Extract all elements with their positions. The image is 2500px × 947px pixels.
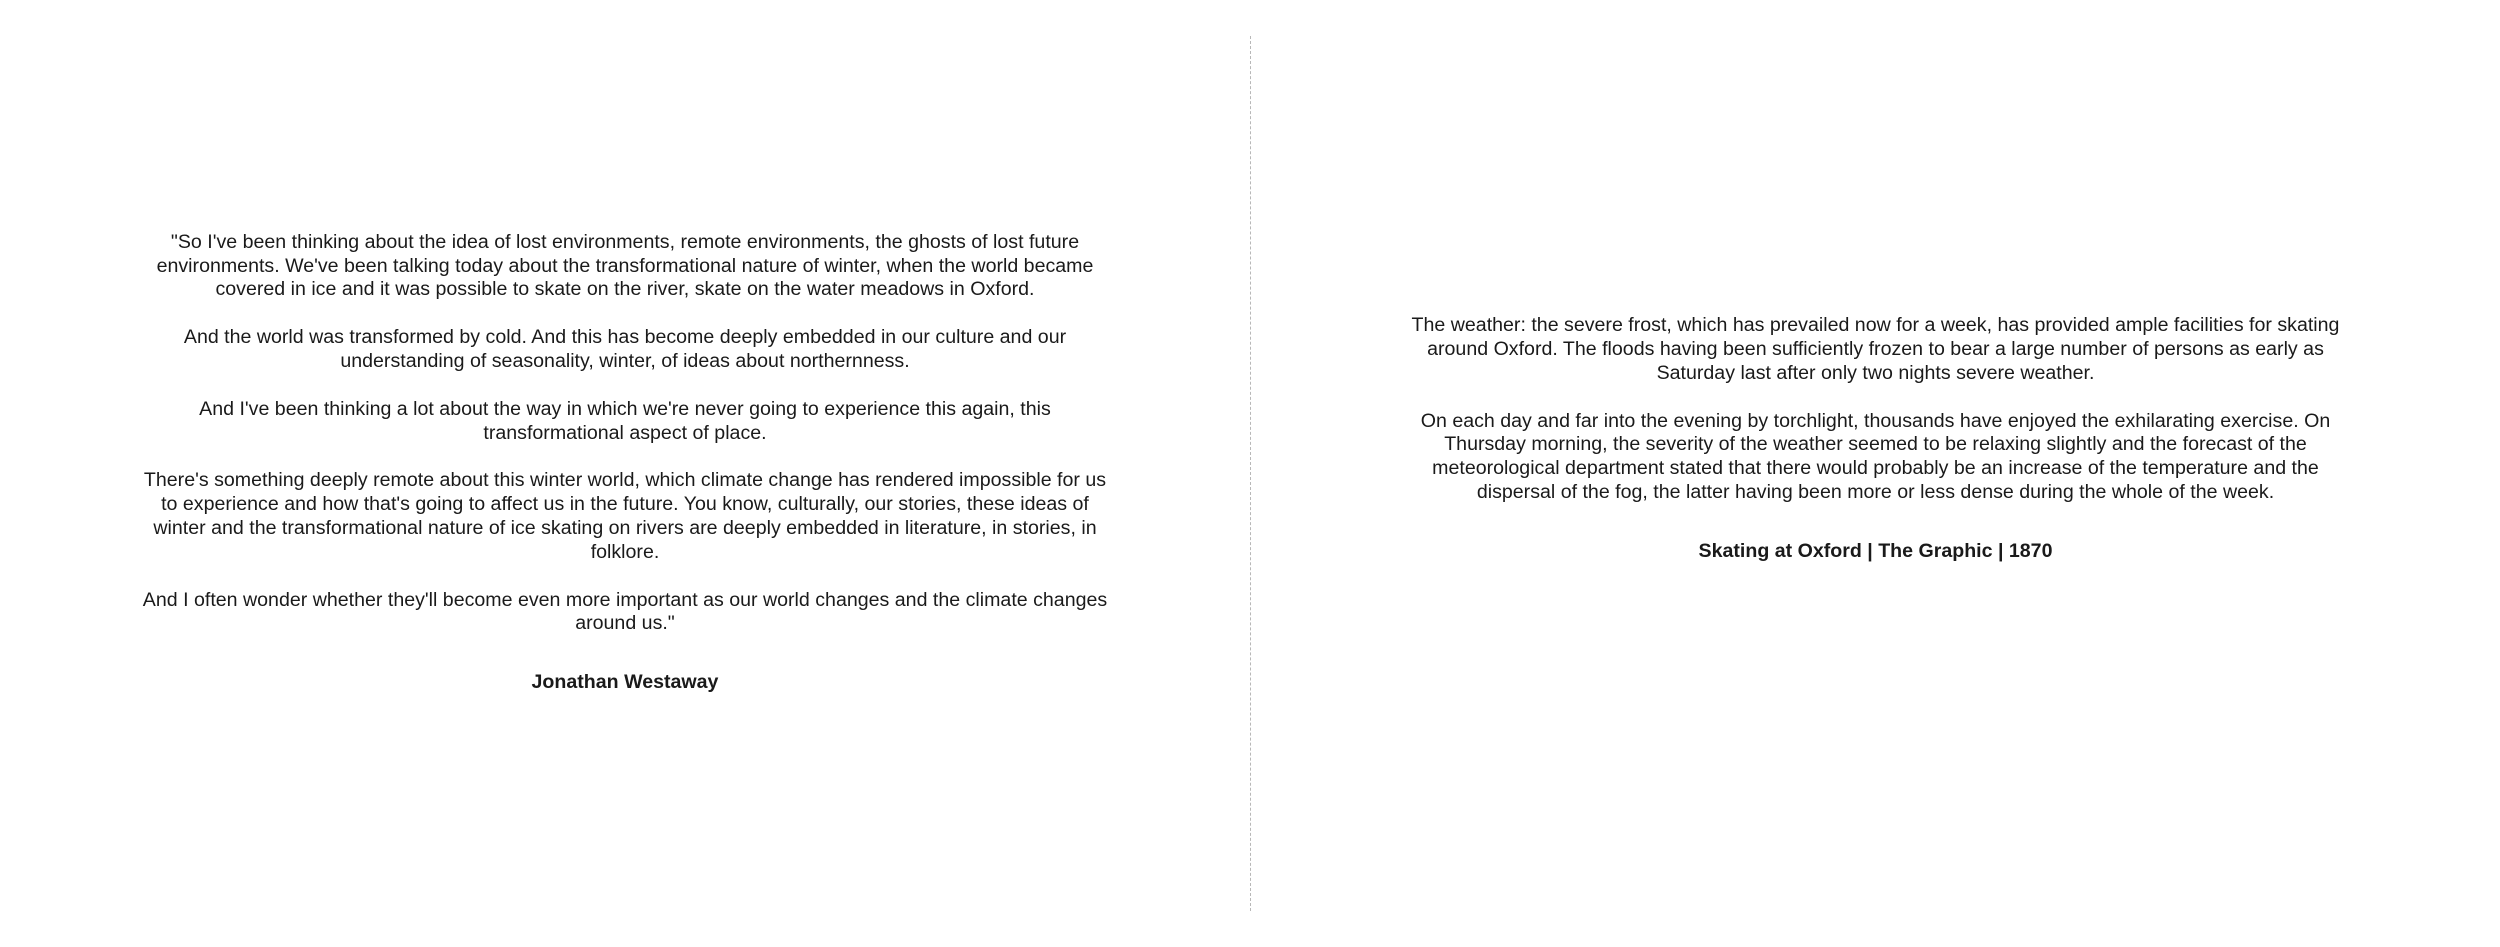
quote-paragraph-4: There's something deeply remote about this winter world, which climate change has rendered impossible for us to experience and how that's going to affect us in the future. You know, culturally, our stories, these ideas of winter and the transformational nature of ice skating on rivers are deeply embedded in literature, in stories, in folklore. (143, 469, 1107, 563)
quote-paragraph-5: And I often wonder whether they'll become even more important as our world changes and the climate changes around us." (142, 588, 1108, 635)
article-paragraph-2: On each day and far into the evening by torchlight, thousands have enjoyed the exhilarating exercise. On Thursday morning, the severity of the weather seemed to be relaxing slightly and the forecast of the meteorological department stated that there would probably be an increase of the temperature and the dispersal of the fog, the latter having been more or less dense during the whole of the week. (1420, 409, 2331, 503)
article-paragraph-1: The weather: the severe frost, which has prevailed now for a week, has provided ample facilities for skating around Oxford. The floods having been sufficiently frozen to bear a large number of persons as early as Saturday last after only two nights severe weather. (1411, 314, 2340, 384)
article-attribution: Skating at Oxford | The Graphic | 1870 (1698, 539, 2053, 562)
quote-paragraph-1: "So I've been thinking about the idea of lost environments, remote environments, the ghosts of lost future environments. We've been talking today about the transformational nature of winter, when the world became covered in ice and it was possible to skate on the river, skate on the water meadows in Oxford. (156, 230, 1094, 301)
article-block (1393, 314, 2358, 563)
right-page (1251, 0, 2500, 947)
quote-paragraph-3: And I've been thinking a lot about the way in which we're never going to experience this again, this transformational aspect of place. (199, 397, 1051, 444)
quote-block (135, 231, 1115, 694)
quote-paragraph-2: And the world was transformed by cold. And this has become deeply embedded in our culture and our understanding of seasonality, winter, of ideas about northernness. (183, 326, 1067, 372)
quote-attribution: Jonathan Westaway (531, 671, 719, 694)
